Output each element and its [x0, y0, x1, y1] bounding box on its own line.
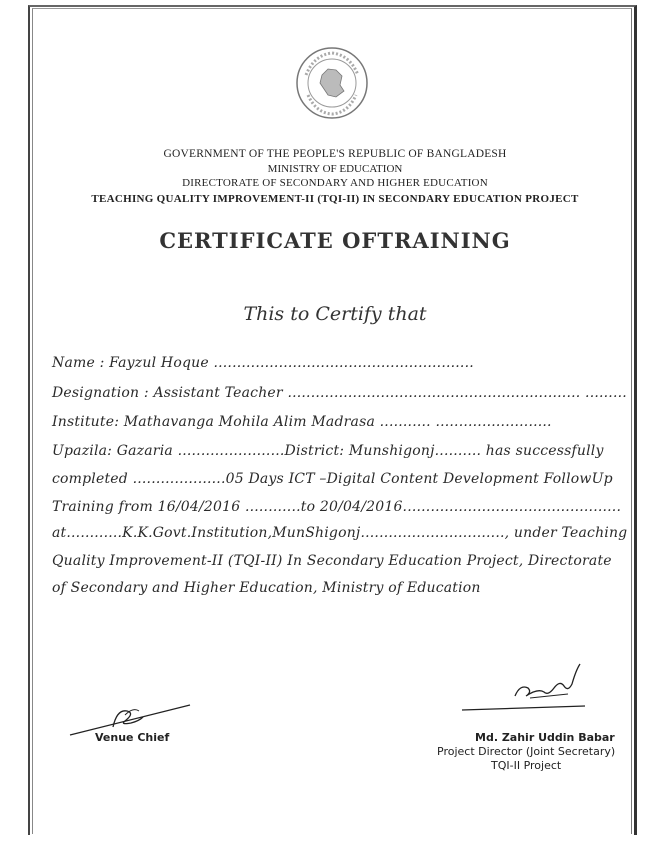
project-line: Quality Improvement-II (TQI-II) In Secondary Education Project, Directorate [52, 553, 612, 569]
venue-chief-label: Venue Chief [95, 731, 170, 744]
certificate-subtitle: This to Certify that [243, 303, 427, 325]
name-line: Name : Fayzul Hoque ........................................................ [52, 355, 474, 371]
header-government: GOVERNMENT OF THE PEOPLE'S REPUBLIC OF BANGLADESH [163, 148, 507, 160]
directorate-line: of Secondary and Higher Education, Ministry of Education [52, 580, 481, 596]
header-ministry: MINISTRY OF EDUCATION [267, 163, 403, 175]
header-project: TEACHING QUALITY IMPROVEMENT-II (TQI-II) IN SECONDARY EDUCATION PROJECT [91, 193, 579, 205]
header-directorate: DIRECTORATE OF SECONDARY AND HIGHER EDUCATION [182, 177, 488, 189]
designation-line: Designation : Assistant Teacher ............................................................... ......... [52, 385, 627, 401]
training-dates-line: Training from 16/04/2016 ............to 20/04/2016............................................... [52, 499, 622, 515]
director-project: TQI-II Project [491, 759, 562, 772]
venue-line: at............K.K.Govt.Institution,MunShigonj..............................., under Teaching [52, 525, 628, 541]
government-seal-icon [294, 45, 370, 121]
certificate-title: CERTIFICATE OFTRAINING [159, 228, 511, 253]
completed-line: completed ....................05 Days ICT –Digital Content Development FollowUp [52, 471, 613, 487]
institute-line: Institute: Mathavanga Mohila Alim Madrasa ........... ......................... [52, 414, 552, 430]
director-name: Md. Zahir Uddin Babar [475, 731, 615, 744]
director-signature-icon [460, 658, 590, 713]
upazila-line: Upazila: Gazaria .......................District: Munshigonj.......... has successfully [52, 443, 604, 459]
director-title: Project Director (Joint Secretary) [437, 745, 616, 758]
